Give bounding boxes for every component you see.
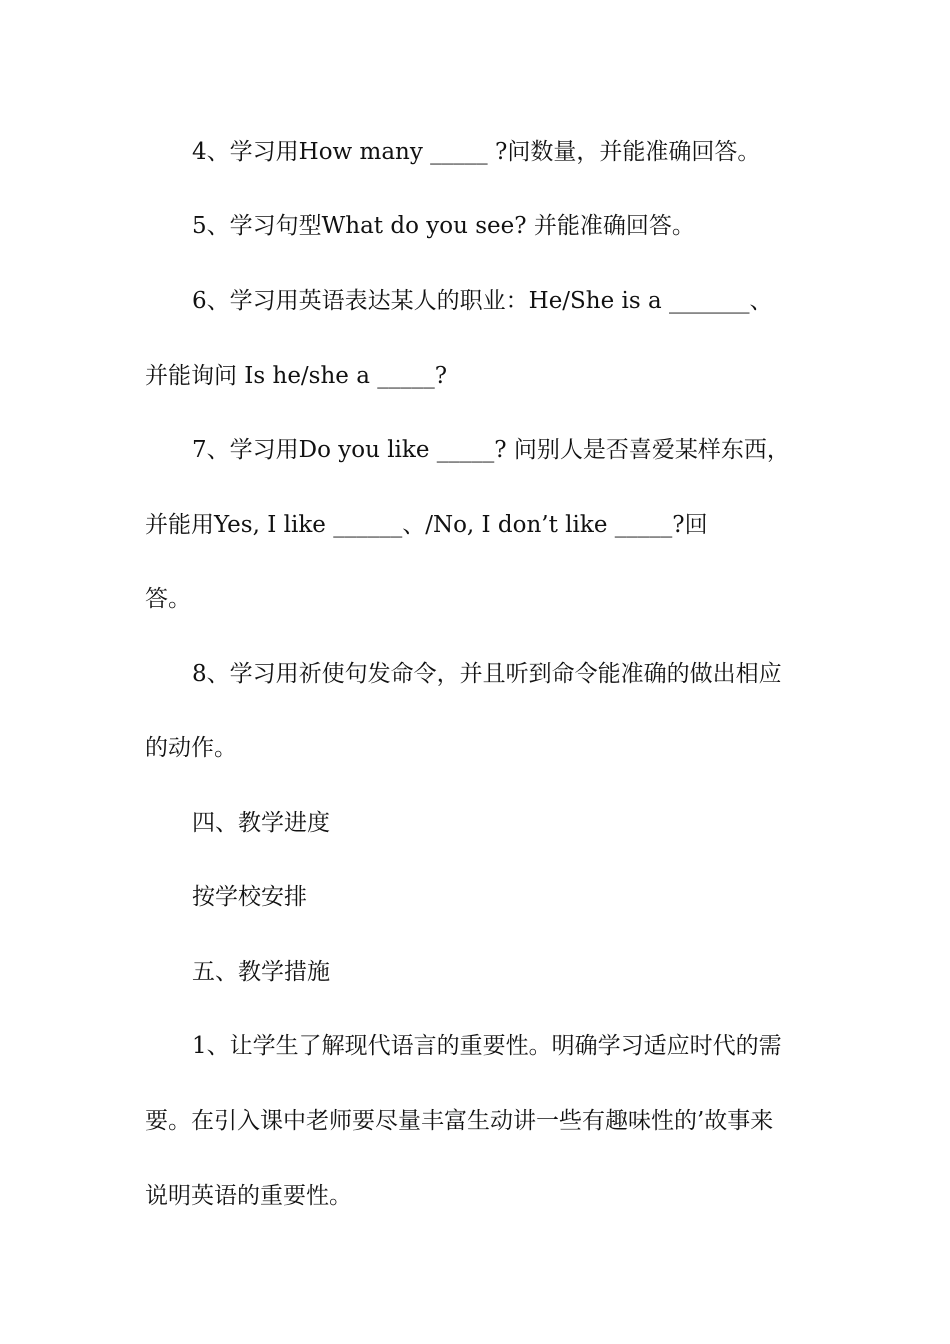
section-heading-measures: 五、教学措施 — [192, 959, 330, 985]
progress-text: 按学校安排 — [192, 884, 307, 910]
section-heading-progress: 四、教学进度 — [192, 810, 330, 836]
objective-8-line-1: 8、学习用祈使句发命令，并且听到命令能准确的做出相应 — [192, 661, 782, 687]
objective-6-line-1: 6、学习用英语表达某人的职业：He/She is a _______、 — [192, 288, 773, 314]
measure-1-line-3: 说明英语的重要性。 — [145, 1183, 352, 1209]
measure-1-line-1: 1、让学生了解现代语言的重要性。明确学习适应时代的需 — [192, 1033, 782, 1059]
objective-8-line-2: 的动作。 — [145, 735, 237, 761]
objective-5: 5、学习句型What do you see? 并能准确回答。 — [192, 213, 695, 239]
objective-7-line-2: 并能用Yes, I like ______、/No, I don’t like _____?回 — [145, 512, 708, 538]
objective-7-line-3: 答。 — [145, 586, 191, 612]
objective-6-line-2: 并能询问 Is he/she a _____? — [145, 363, 448, 389]
measure-1-line-2: 要。在引入课中老师要尽量丰富生动讲一些有趣味性的’故事来 — [145, 1108, 774, 1134]
objective-4: 4、学习用How many _____ ?问数量，并能准确回答。 — [192, 139, 761, 165]
objective-7-line-1: 7、学习用Do you like _____? 问别人是否喜爱某样东西， — [192, 437, 790, 463]
